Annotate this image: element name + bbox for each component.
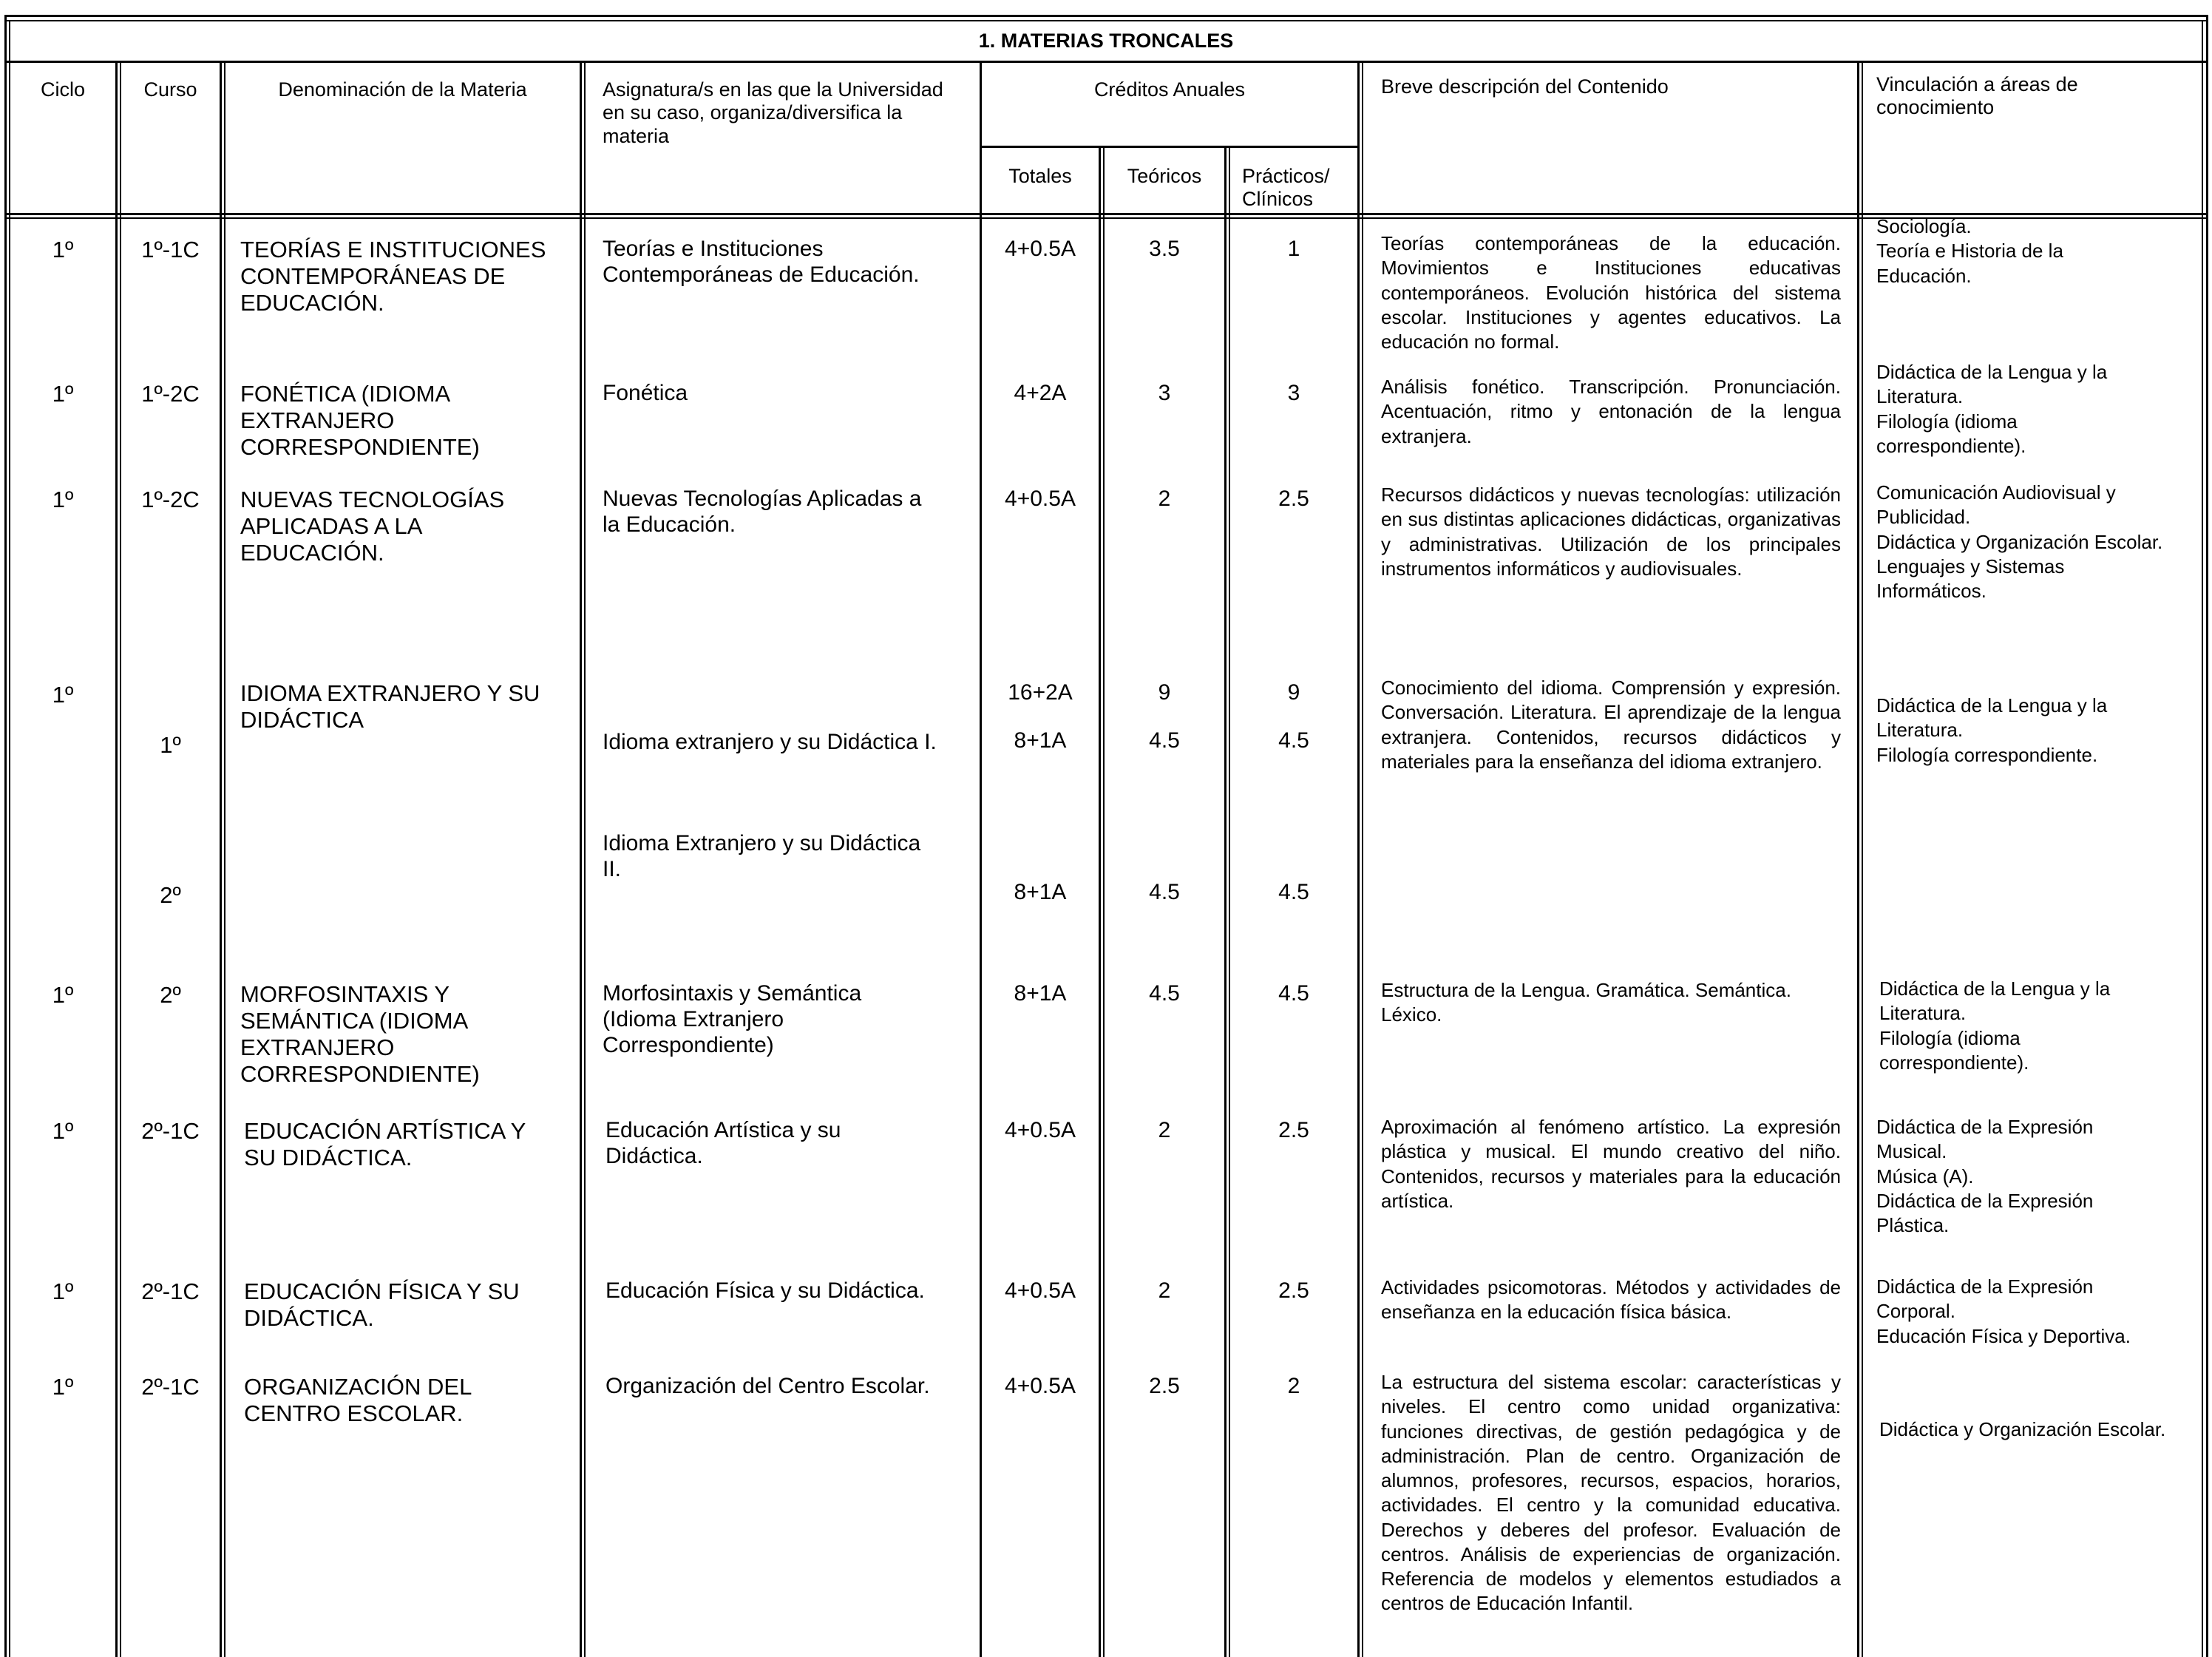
header-teoricos: Teóricos bbox=[1127, 165, 1202, 187]
row-vinculacion: Comunicación Audiovisual y Publicidad. Didáctica y Organización Escolar. Lenguajes y Sistemas Informáticos. bbox=[1876, 481, 2163, 603]
row-materia: MORFOSINTAXIS Y SEMÁNTICA (IDIOMA EXTRANJERO CORRESPONDIENTE) bbox=[240, 981, 480, 1087]
row-teoricos: 2 bbox=[1158, 1118, 1171, 1142]
row-practicos: 2.5 bbox=[1278, 1118, 1309, 1142]
row-practicos: 1 bbox=[1287, 237, 1300, 261]
row-materia: EDUCACIÓN FÍSICA Y SU DIDÁCTICA. bbox=[244, 1278, 520, 1331]
row-totales: 16+2A bbox=[1008, 680, 1073, 705]
col-rule-left-inner bbox=[9, 20, 10, 1657]
row-totales: 8+1A bbox=[1014, 981, 1067, 1006]
col-rule-left-outer bbox=[4, 15, 7, 1657]
row-practicos: 4.5 bbox=[1278, 728, 1309, 753]
row-vinculacion: Didáctica de la Lengua y la Literatura. Filología (idioma correspondiente). bbox=[1876, 361, 2108, 457]
col-rule-asig bbox=[980, 62, 982, 1657]
row-descripcion: La estructura del sistema escolar: características y niveles. El centro como unidad organizativa: funciones directivas, de gestión pedagógica y de administración. Plan de centro. Organización de alumnos, profesores, recursos, espacios, horarios, actividades. El centro y la comunidad educativa. Derechos y deberes del profesor. Evaluación de centros. Análisis de experiencias de organización. Referencia de modelos y elementos estudiados a centros de Educación Infantil. bbox=[1381, 1371, 1841, 1615]
header-totales: Totales bbox=[1008, 165, 1072, 187]
row-teoricos: 2 bbox=[1158, 487, 1171, 511]
row-curso: 2º-1C bbox=[141, 1374, 200, 1400]
row-curso: 2º bbox=[160, 882, 181, 908]
row-asignatura: Educación Física y su Didáctica. bbox=[605, 1278, 925, 1303]
row-practicos: 4.5 bbox=[1278, 880, 1309, 904]
header-curso: Curso bbox=[143, 78, 197, 101]
col-rule-curso-2 bbox=[224, 62, 225, 1657]
row-totales: 4+0.5A bbox=[1005, 487, 1076, 511]
row-ciclo: 1º bbox=[52, 237, 74, 262]
row-vinculacion: Didáctica de la Expresión Musical. Música (A). Didáctica de la Expresión Plástica. bbox=[1876, 1116, 2094, 1237]
row-teoricos: 4.5 bbox=[1149, 728, 1180, 753]
section-title: 1. MATERIAS TRONCALES bbox=[978, 30, 1234, 52]
row-asignatura: Idioma extranjero y su Didáctica I. bbox=[603, 730, 937, 754]
table-border-top-inner bbox=[4, 20, 2208, 21]
col-rule-desc bbox=[1857, 62, 1859, 1657]
row-descripcion: Actividades psicomotoras. Métodos y actividades de enseñanza en la educación física básica. bbox=[1381, 1276, 1841, 1324]
row-vinculacion: Didáctica de la Lengua y la Literatura. Filología (idioma correspondiente). bbox=[1879, 977, 2111, 1074]
row-curso: 2º bbox=[160, 982, 181, 1008]
row-descripcion: Conocimiento del idioma. Comprensión y expresión. Conversación. Literatura. El aprendizaje de la lengua extranjera. Contenidos, recursos didácticos y materiales para la enseñanza del idioma extranjero. bbox=[1381, 677, 1841, 773]
row-descripcion: Aproximación al fenómeno artístico. La expresión plástica y musical. El mundo creativo del niño. Contenidos, recursos y materiales para la educación artística. bbox=[1381, 1116, 1841, 1212]
row-materia: FONÉTICA (IDIOMA EXTRANJERO CORRESPONDIENTE) bbox=[240, 381, 480, 460]
row-totales: 4+0.5A bbox=[1005, 1374, 1076, 1398]
row-vinculacion: Sociología. Teoría e Historia de la Educación. bbox=[1876, 215, 2063, 287]
row-teoricos: 2 bbox=[1158, 1278, 1171, 1303]
row-totales: 4+0.5A bbox=[1005, 237, 1076, 261]
row-teoricos: 9 bbox=[1158, 680, 1171, 705]
row-practicos: 2 bbox=[1287, 1374, 1300, 1398]
row-asignatura: Educación Artística y su Didáctica. bbox=[605, 1118, 841, 1168]
col-rule-practicos-2 bbox=[1362, 62, 1363, 1657]
row-practicos: 2.5 bbox=[1278, 487, 1309, 511]
col-rule-totales bbox=[1099, 146, 1101, 1657]
row-teoricos: 3 bbox=[1158, 381, 1171, 405]
header-practicos: Prácticos/ Clínicos bbox=[1242, 165, 1330, 211]
row-curso: 1º bbox=[160, 732, 181, 758]
row-materia: EDUCACIÓN ARTÍSTICA Y SU DIDÁCTICA. bbox=[244, 1118, 526, 1170]
row-asignatura: Teorías e Instituciones Contemporáneas de Educación. bbox=[603, 237, 920, 287]
header-creditos: Créditos Anuales bbox=[1093, 78, 1246, 101]
row-ciclo: 1º bbox=[52, 381, 74, 407]
row-materia: IDIOMA EXTRANJERO Y SU DIDÁCTICA bbox=[240, 680, 540, 733]
table-border-top bbox=[4, 15, 2208, 17]
row-totales: 4+0.5A bbox=[1005, 1118, 1076, 1142]
row-materia: ORGANIZACIÓN DEL CENTRO ESCOLAR. bbox=[244, 1374, 472, 1426]
header-vinculacion: Vinculación a áreas de conocimiento bbox=[1876, 73, 2078, 119]
row-descripcion: Estructura de la Lengua. Gramática. Semántica. Léxico. bbox=[1381, 979, 1791, 1026]
row-teoricos: 3.5 bbox=[1149, 237, 1180, 261]
row-practicos: 4.5 bbox=[1278, 981, 1309, 1006]
row-vinculacion: Didáctica de la Expresión Corporal. Educación Física y Deportiva. bbox=[1876, 1275, 2131, 1347]
row-ciclo: 1º bbox=[52, 682, 74, 708]
row-totales: 8+1A bbox=[1014, 880, 1067, 904]
col-rule-practicos bbox=[1357, 62, 1360, 1657]
row-totales: 4+0.5A bbox=[1005, 1278, 1076, 1303]
row-practicos: 2.5 bbox=[1278, 1278, 1309, 1303]
row-ciclo: 1º bbox=[52, 982, 74, 1008]
row-descripcion: Teorías contemporáneas de la educación. Movimientos e Instituciones educativas contemporáneos. Evolución histórica del sistema escolar. Instituciones y agentes educativos. La educación no formal. bbox=[1381, 232, 1841, 353]
header-asignaturas: Asignatura/s en las que la Universidad en su caso, organiza/diversifica la materia bbox=[603, 78, 943, 147]
row-practicos: 3 bbox=[1287, 381, 1300, 405]
row-totales: 4+2A bbox=[1014, 381, 1067, 405]
row-asignatura: Idioma Extranjero y su Didáctica II. bbox=[603, 831, 921, 881]
row-totales: 8+1A bbox=[1014, 728, 1067, 753]
col-rule-curso bbox=[220, 62, 222, 1657]
col-rule-materia-2 bbox=[584, 62, 586, 1657]
row-asignatura: Fonética bbox=[603, 381, 688, 405]
col-rule-right-inner bbox=[2202, 20, 2203, 1657]
row-asignatura: Nuevas Tecnologías Aplicadas a la Educación. bbox=[603, 487, 922, 537]
header-denominacion: Denominación de la Materia bbox=[278, 78, 527, 101]
row-asignatura: Organización del Centro Escolar. bbox=[605, 1374, 930, 1398]
row-materia: NUEVAS TECNOLOGÍAS APLICADAS A LA EDUCACIÓN. bbox=[240, 487, 505, 566]
row-ciclo: 1º bbox=[52, 487, 74, 512]
header-descripcion: Breve descripción del Contenido bbox=[1381, 75, 1669, 98]
row-descripcion: Análisis fonético. Transcripción. Pronunciación. Acentuación, ritmo y entonación de la lengua extranjera. bbox=[1381, 376, 1841, 447]
row-descripcion: Recursos didácticos y nuevas tecnologías: utilización en sus distintas aplicaciones didácticas, organizativas y administrativas. Utilización de los principales instrumentos informáticos y audiovisuales. bbox=[1381, 484, 1841, 580]
col-rule-desc-2 bbox=[1862, 62, 1863, 1657]
row-curso: 1º-2C bbox=[141, 381, 200, 407]
col-rule-teoricos bbox=[1224, 146, 1227, 1657]
row-practicos: 9 bbox=[1287, 680, 1300, 705]
header-ciclo: Ciclo bbox=[40, 78, 85, 101]
col-rule-ciclo-2 bbox=[120, 62, 121, 1657]
row-vinculacion: Didáctica de la Lengua y la Literatura. Filología correspondiente. bbox=[1876, 694, 2108, 766]
row-ciclo: 1º bbox=[52, 1118, 74, 1144]
row-curso: 2º-1C bbox=[141, 1278, 200, 1304]
creditos-rule bbox=[981, 146, 1360, 148]
row-ciclo: 1º bbox=[52, 1278, 74, 1304]
row-ciclo: 1º bbox=[52, 1374, 74, 1400]
row-curso: 1º-1C bbox=[141, 237, 200, 262]
row-curso: 1º-2C bbox=[141, 487, 200, 512]
col-rule-ciclo bbox=[115, 62, 118, 1657]
col-rule-right-outer bbox=[2206, 15, 2208, 1657]
row-curso: 2º-1C bbox=[141, 1118, 200, 1144]
row-vinculacion: Didáctica y Organización Escolar. bbox=[1879, 1418, 2166, 1440]
title-rule bbox=[4, 61, 2208, 63]
row-asignatura: Morfosintaxis y Semántica (Idioma Extranjero Correspondiente) bbox=[603, 981, 862, 1057]
row-teoricos: 4.5 bbox=[1149, 880, 1180, 904]
row-teoricos: 4.5 bbox=[1149, 981, 1180, 1006]
row-materia: TEORÍAS E INSTITUCIONES CONTEMPORÁNEAS DE EDUCACIÓN. bbox=[240, 237, 546, 316]
row-teoricos: 2.5 bbox=[1149, 1374, 1180, 1398]
